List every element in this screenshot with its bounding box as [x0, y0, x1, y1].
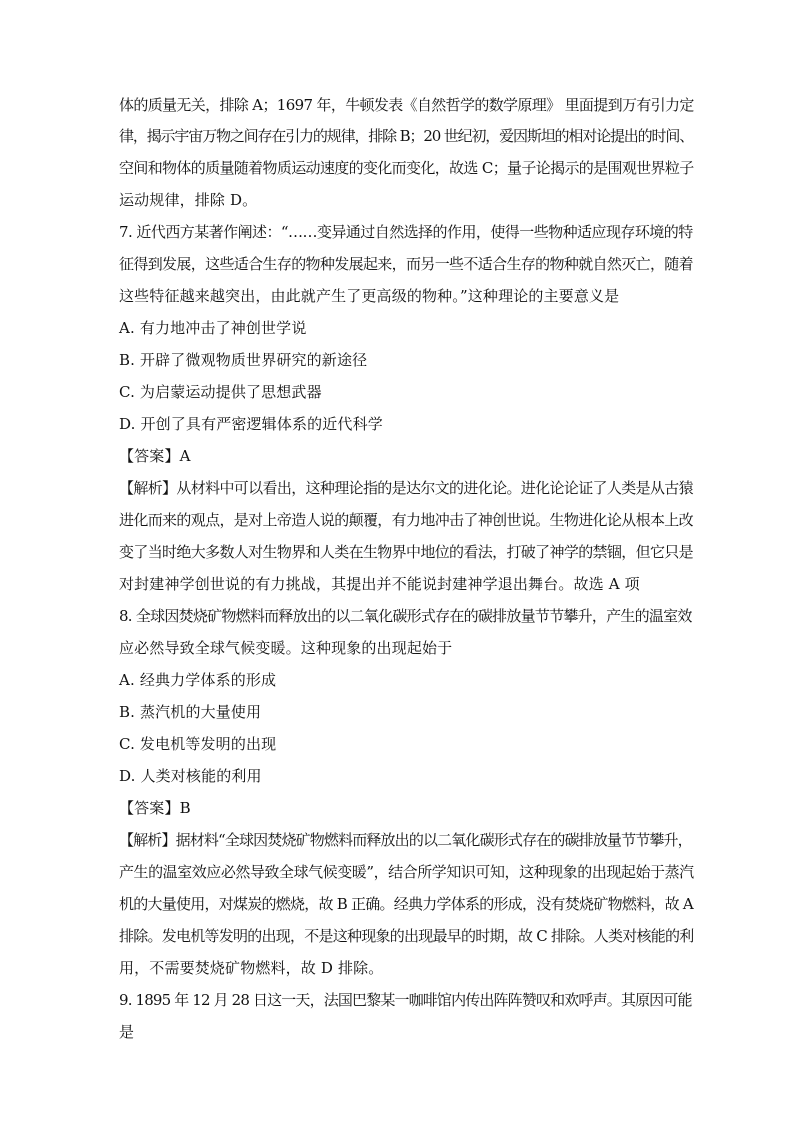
question-8-stem: 应必然导致全球气候变暖。这种现象的出现起始于	[119, 639, 453, 657]
question-7-option-a: A. 有力地冲击了神创世学说	[119, 319, 307, 337]
question-7-stem: 7. 近代西方某著作阐述：“……变异通过自然选择的作用，使得一些物种适应现存环境的特	[119, 223, 693, 241]
question-7-option-b: B. 开辟了微观物质世界研究的新途径	[119, 351, 368, 369]
question-7-option-d: D. 开创了具有严密逻辑体系的近代科学	[119, 415, 383, 433]
question-9-stem: 是	[119, 1023, 135, 1041]
question-7-analysis: 对封建神学创世说的有力挑战，其提出并不能说封建神学退出舞台。故选 A 项	[119, 575, 640, 593]
question-8-option-c: C. 发电机等发明的出现	[119, 735, 277, 753]
question-8-option-b: B. 蒸汽机的大量使用	[119, 703, 262, 721]
text-line: 运动规律，排除 D。	[119, 191, 258, 209]
question-8-stem: 8. 全球因焚烧矿物燃料而释放出的以二氧化碳形式存在的碳排放量节节攀升，产生的温室效	[119, 607, 692, 625]
question-8-analysis: 产生的温室效应必然导致全球气候变暖”，结合所学知识可知，这种现象的出现起始于蒸汽	[119, 863, 694, 881]
question-7-option-c: C. 为启蒙运动提供了思想武器	[119, 383, 322, 401]
question-8-analysis: 机的大量使用，对煤炭的燃烧，故 B 正确。经典力学体系的形成，没有焚烧矿物燃料，故 A	[119, 895, 693, 913]
question-8-analysis: 用，不需要焚烧矿物燃料，故 D 排除。	[119, 959, 384, 977]
question-7-analysis: 变了当时绝大多数人对生物界和人类在生物界中地位的看法，打破了神学的禁锢，但它只是	[119, 543, 694, 561]
question-8-answer: 【答案】B	[119, 799, 191, 817]
question-8-option-a: A. 经典力学体系的形成	[119, 671, 277, 689]
question-8-option-d: D. 人类对核能的利用	[119, 767, 262, 785]
text-line: 律，揭示宇宙万物之间存在引力的规律，排除 B；20 世纪初，爱因斯坦的相对论提出的时间、	[119, 127, 694, 145]
question-7-stem: 征得到发展，这些适合生存的物种发展起来，而另一些不适合生存的物种就自然灭亡，随着	[119, 255, 694, 273]
question-7-analysis: 进化而来的观点，是对上帝造人说的颠覆，有力地冲击了神创世说。生物进化论从根本上改	[119, 511, 694, 529]
question-7-stem: 这些特征越来越突出，由此就产生了更高级的物种。”这种理论的主要意义是	[119, 287, 620, 305]
question-7-analysis: 【解析】从材料中可以看出，这种理论指的是达尔文的进化论。进化论论证了人类是从古猿	[119, 479, 694, 497]
question-8-analysis: 排除。发电机等发明的出现，不是这种现象的出现最早的时期，故 C 排除。人类对核能的利	[119, 927, 694, 945]
question-8-analysis: 【解析】据材料“全球因焚烧矿物燃料而释放出的以二氧化碳形式存在的碳排放量节节攀升，	[119, 831, 692, 849]
text-line: 体的质量无关，排除 A；1697 年，牛顿发表《自然哲学的数学原理》 里面提到万有引力定	[119, 96, 694, 114]
question-7-answer: 【答案】A	[119, 447, 191, 465]
question-9-stem: 9. 1895 年 12 月 28 日这一天，法国巴黎某一咖啡馆内传出阵阵赞叹和欢呼声。其原因可能	[119, 991, 692, 1009]
text-line: 空间和物体的质量随着物质运动速度的变化而变化，故选 C；量子论揭示的是围观世界粒子	[119, 159, 694, 177]
